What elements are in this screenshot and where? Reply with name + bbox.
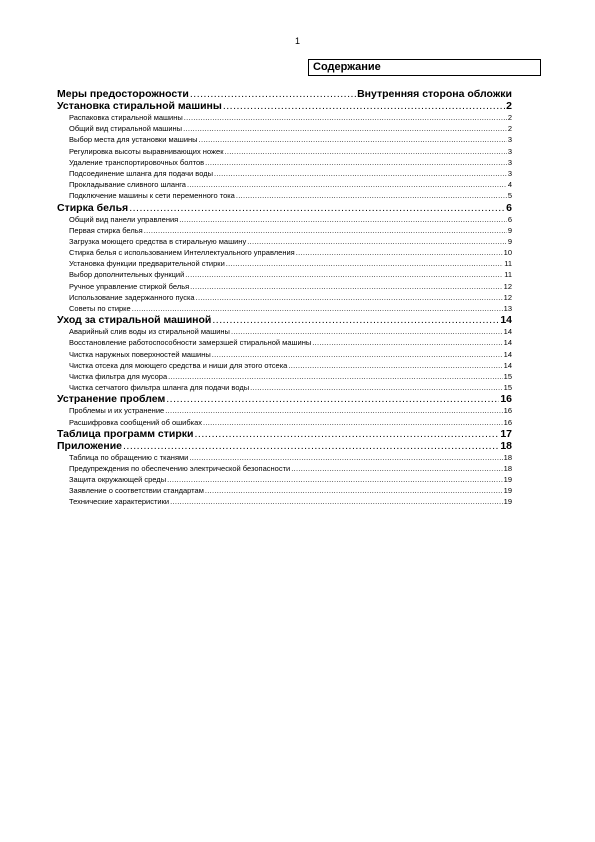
toc-entry-row[interactable] [57, 225, 512, 236]
dot-leader [212, 349, 503, 360]
dot-leader [190, 88, 356, 100]
dot-leader [165, 405, 502, 416]
toc-entry-label: Защита окружающей среды [69, 475, 167, 485]
toc-entry-page: 2 [506, 100, 512, 112]
dot-leader [247, 236, 507, 247]
toc-entry-page: 16 [500, 393, 512, 406]
dot-leader [212, 314, 499, 326]
toc-entry-page: 15 [503, 383, 512, 393]
toc-entry-page: 14 [503, 349, 512, 359]
toc-entry-page: 2 [507, 124, 512, 134]
toc-section-row[interactable] [57, 88, 512, 100]
toc-title: Содержание [308, 59, 541, 76]
dot-leader [185, 269, 503, 280]
toc-entry-label: Распаковка стиральной машины [69, 113, 183, 122]
dot-leader [312, 337, 502, 348]
toc-entry-row[interactable] [57, 236, 512, 247]
toc-entry-label: Общий вид панели управления [69, 214, 179, 224]
toc-entry-row[interactable] [57, 349, 512, 360]
toc-entry-page: 19 [503, 475, 512, 485]
toc-entry-row[interactable] [57, 123, 512, 134]
toc-entry-label: Чистка фильтра для мусора [69, 371, 168, 381]
toc-entry-label: Предупреждения по обеспечению электрической безопасности [69, 463, 291, 473]
toc-entry-label: Устранение проблем [57, 393, 166, 406]
toc-entry-page: 13 [503, 304, 512, 313]
toc-entry-page: 6 [507, 214, 512, 224]
toc-entry-row[interactable] [57, 463, 512, 474]
toc-entry-row[interactable] [57, 281, 512, 292]
toc-entry-row[interactable] [57, 112, 512, 123]
toc-entry-label: Технические характеристики [69, 497, 170, 507]
toc-entry-label: Установка функции предварительной стирки [69, 259, 225, 269]
toc-entry-label: Первая стирка белья [69, 225, 143, 235]
toc-section-row[interactable] [57, 393, 512, 405]
toc-entry-page: 11 [504, 259, 512, 269]
toc-entry-row[interactable] [57, 190, 512, 201]
dot-leader [214, 168, 507, 179]
toc-entry-label: Стирка белья с использованием Интеллектуального управления [69, 248, 295, 258]
toc-entry-label: Заявление о соответствии стандартам [69, 486, 204, 496]
toc-entry-page: 12 [503, 292, 512, 302]
dot-leader [223, 100, 505, 112]
toc-entry-row[interactable] [57, 179, 512, 190]
toc-entry-label: Восстановление работоспособности замерзшей стиральной машины [69, 338, 312, 348]
toc-entry-row[interactable] [57, 269, 512, 280]
toc-entry-page: 3 [507, 135, 512, 145]
dot-leader [250, 382, 503, 393]
toc-entry-row[interactable] [57, 134, 512, 145]
toc-entry-row[interactable] [57, 258, 512, 269]
toc-entry-page: 9 [507, 236, 512, 246]
toc-entry-row[interactable] [57, 326, 512, 337]
toc-entry-page: 2 [507, 113, 512, 122]
toc-entry-page: 9 [507, 225, 512, 235]
toc-section-row[interactable] [57, 100, 512, 112]
dot-leader [132, 303, 503, 314]
toc-entry-label: Выбор места для установки машины [69, 135, 198, 145]
toc-entry-row[interactable] [57, 452, 512, 463]
dot-leader [166, 393, 499, 405]
toc-entry-page: 18 [503, 463, 512, 473]
dot-leader [231, 326, 503, 337]
dot-leader [123, 440, 499, 452]
toc-entry-row[interactable] [57, 496, 512, 507]
dot-leader [129, 202, 505, 214]
toc-entry-label: Стирка белья [57, 201, 129, 214]
dot-leader [184, 112, 507, 123]
toc-entry-row[interactable] [57, 405, 512, 416]
toc-entry-page: 5 [507, 191, 512, 201]
toc-entry-page: Внутренняя сторона обложки [357, 88, 512, 100]
toc-entry-label: Удаление транспортировочных болтов [69, 157, 205, 167]
dot-leader [196, 292, 503, 303]
toc-entry-row[interactable] [57, 337, 512, 348]
toc-entry-label: Меры предосторожности [57, 88, 189, 100]
toc-entry-page: 11 [504, 270, 512, 280]
toc-entry-page: 14 [500, 314, 512, 327]
dot-leader [226, 258, 503, 269]
dot-leader [170, 496, 503, 507]
toc-entry-page: 18 [500, 439, 512, 452]
toc-entry-label: Подключение машины к сети переменного тока [69, 191, 235, 201]
toc-entry-page: 17 [500, 427, 512, 440]
toc-entry-page: 16 [503, 406, 512, 416]
toc-entry-page: 18 [503, 452, 512, 462]
toc-entry-page: 14 [503, 338, 512, 348]
toc-entry-label: Чистка отсека для моющего средства и ниши для этого отсека [69, 360, 288, 370]
toc-entry-label: Подсоединение шланга для подачи воды [69, 168, 213, 178]
toc-entry-row[interactable] [57, 168, 512, 179]
toc-entry-page: 14 [503, 327, 512, 337]
toc-entry-label: Советы по стирке [69, 304, 131, 313]
page-number: 1 [294, 36, 300, 46]
toc-entry-row[interactable] [57, 292, 512, 303]
toc-entry-label: Проблемы и их устранение [69, 406, 165, 416]
toc-entry-page: 15 [503, 371, 512, 381]
toc-entry-label: Чистка наружных поверхностей машины [69, 349, 211, 359]
toc-entry-label: Чистка сетчатого фильтра шланга для подачи воды [69, 383, 250, 393]
toc-entry-label: Регулировка высоты выравнивающих ножек [69, 146, 224, 156]
dot-leader [190, 281, 502, 292]
toc-entry-label: Общий вид стиральной машины [69, 124, 183, 134]
toc-section-row[interactable] [57, 428, 512, 440]
table-of-contents [57, 88, 512, 508]
dot-leader [168, 371, 503, 382]
dot-leader [291, 463, 502, 474]
toc-entry-page: 3 [507, 168, 512, 178]
dot-leader [199, 134, 507, 145]
toc-section-row[interactable] [57, 314, 512, 326]
toc-entry-page: 14 [503, 360, 512, 370]
toc-entry-page: 16 [503, 417, 512, 427]
toc-entry-row[interactable] [57, 382, 512, 393]
toc-entry-label: Таблица программ стирки [57, 427, 194, 440]
dot-leader [236, 190, 507, 201]
toc-entry-label: Аварийный слив воды из стиральной машины [69, 327, 230, 337]
toc-entry-page: 12 [503, 281, 512, 291]
toc-entry-label: Приложение [57, 439, 123, 452]
toc-entry-page: 19 [503, 486, 512, 496]
toc-entry-label: Таблица по обращению с тканями [69, 452, 189, 462]
dot-leader [189, 452, 502, 463]
dot-leader [187, 179, 507, 190]
dot-leader [225, 146, 507, 157]
dot-leader [183, 123, 507, 134]
toc-section-row[interactable] [57, 202, 512, 214]
toc-entry-page: 10 [503, 248, 512, 258]
toc-entry-label: Использование задержанного пуска [69, 292, 195, 302]
toc-entry-row[interactable] [57, 303, 512, 314]
toc-entry-label: Ручное управление стиркой белья [69, 281, 190, 291]
dot-leader [205, 485, 503, 496]
toc-entry-label: Прокладывание сливного шланга [69, 180, 186, 190]
dot-leader [203, 417, 503, 428]
dot-leader [205, 157, 507, 168]
toc-entry-row[interactable] [57, 360, 512, 371]
toc-entry-page: 4 [507, 180, 512, 190]
toc-entry-label: Загрузка моющего средства в стиральную машину [69, 236, 247, 246]
dot-leader [144, 225, 507, 236]
dot-leader [296, 247, 503, 258]
toc-entry-row[interactable] [57, 157, 512, 168]
dot-leader [167, 474, 503, 485]
toc-entry-row[interactable] [57, 474, 512, 485]
toc-entry-page: 6 [506, 201, 512, 214]
toc-entry-row[interactable] [57, 417, 512, 428]
toc-entry-page: 3 [507, 146, 512, 156]
toc-entry-row[interactable] [57, 371, 512, 382]
toc-entry-page: 3 [507, 157, 512, 167]
toc-entry-row[interactable] [57, 485, 512, 496]
toc-entry-label: Выбор дополнительных функций [69, 270, 185, 280]
toc-entry-row[interactable] [57, 247, 512, 258]
toc-entry-row[interactable] [57, 214, 512, 225]
dot-leader [288, 360, 502, 371]
toc-entry-label: Установка стиральной машины [57, 100, 222, 112]
toc-section-row[interactable] [57, 440, 512, 452]
dot-leader [195, 428, 500, 440]
dot-leader [179, 214, 507, 225]
toc-entry-label: Расшифровка сообщений об ошибках [69, 417, 203, 427]
toc-entry-page: 19 [503, 497, 512, 507]
toc-entry-row[interactable] [57, 146, 512, 157]
toc-entry-label: Уход за стиральной машиной [57, 314, 212, 327]
